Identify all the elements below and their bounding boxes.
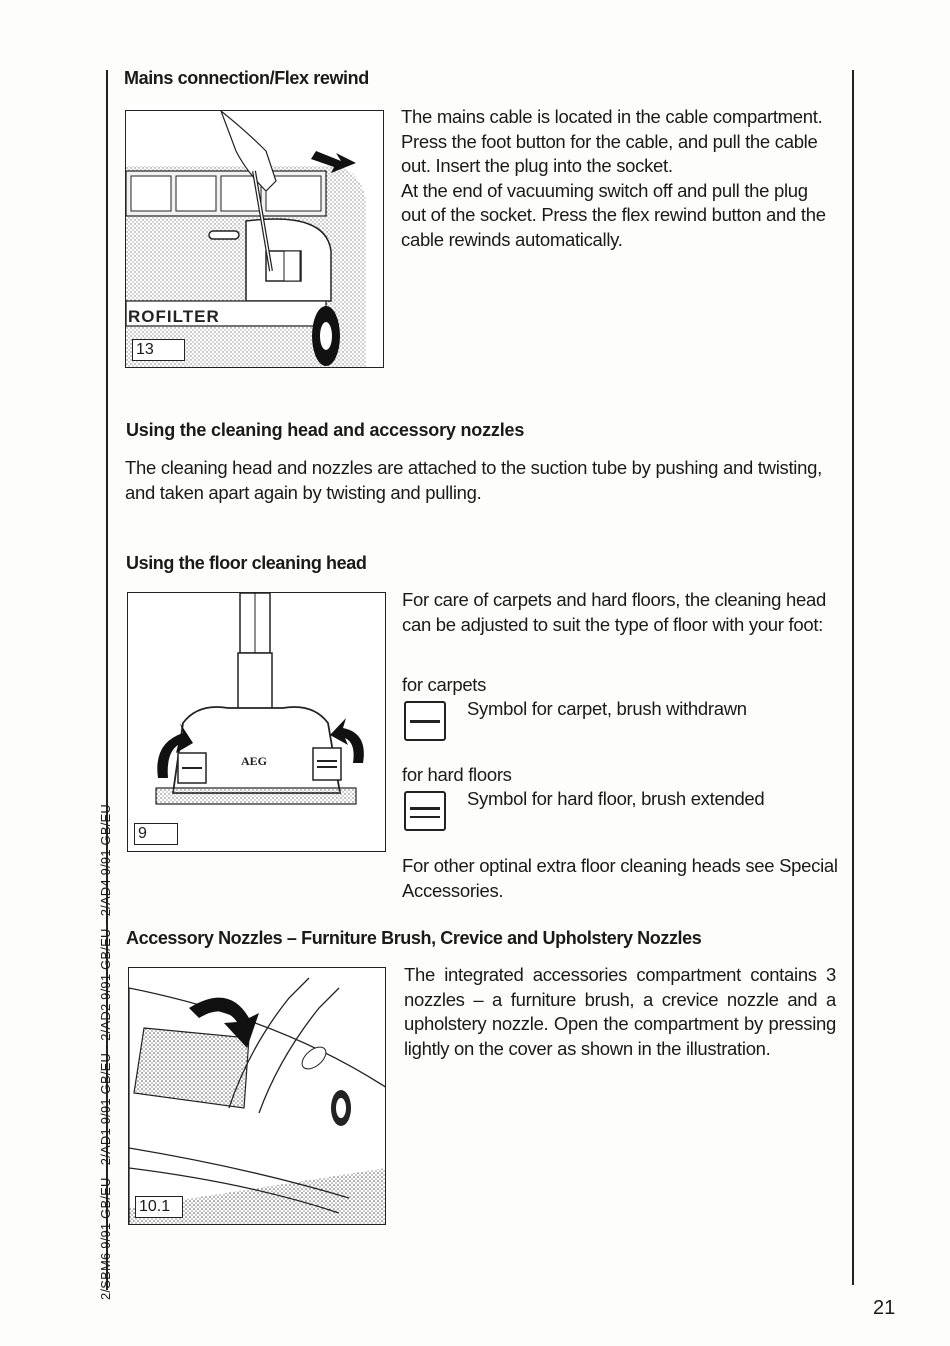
mains-text-2: At the end of vacuuming switch off and pull the plug out of the socket. Press the flex rewind button and the cable rewinds automatically. <box>401 179 826 250</box>
mains-heading: Mains connection/Flex rewind <box>124 68 369 88</box>
mains-text-1: The mains cable is located in the cable compartment. Press the foot button for the cable, and pull the cable out. Insert the plug into the socket. <box>401 106 823 176</box>
carpet-symbol-icon <box>404 701 446 741</box>
hard-floor-label: for hard floors <box>402 764 512 785</box>
cable-rewind-illustration <box>126 111 384 368</box>
carpet-symbol-text: Symbol for carpet, brush withdrawn <box>467 698 747 719</box>
mains-text-block <box>401 105 836 252</box>
figure-10-1 <box>128 967 386 1225</box>
floor-outro: For other optinal extra floor cleaning heads see Special Accessories. <box>402 855 838 901</box>
figure-label-10-1: 10.1 <box>135 1196 183 1218</box>
hard-floor-symbol-text: Symbol for hard floor, brush extended <box>467 788 765 809</box>
figure-label-13: 13 <box>132 339 185 361</box>
figure-13 <box>125 110 384 368</box>
aeg-brand: AEG <box>241 754 268 768</box>
floor-intro: For care of carpets and hard floors, the cleaning head can be adjusted to suit the type of floor with your foot: <box>402 589 826 635</box>
right-margin-rule <box>852 70 854 1285</box>
cleaning-head-text: The cleaning head and nozzles are attached to the suction tube by pushing and twisting, and taken apart again by twisting and pulling. <box>125 457 822 503</box>
figure-label-9: 9 <box>134 823 178 845</box>
carpets-label: for carpets <box>402 674 487 695</box>
accessory-compartment-illustration <box>129 968 386 1225</box>
accessory-heading: Accessory Nozzles – Furniture Brush, Crevice and Upholstery Nozzles <box>126 928 702 948</box>
cleaning-head-heading: Using the cleaning head and accessory nozzles <box>126 420 525 440</box>
page-number: 21 <box>873 1297 896 1319</box>
floor-heading: Using the floor cleaning head <box>126 553 367 573</box>
floor-head-illustration <box>128 593 386 852</box>
hard-floor-symbol-icon <box>404 791 446 831</box>
figure-9 <box>127 592 386 852</box>
accessory-text: The integrated accessories compartment contains 3 nozzles – a furniture brush, a crevice nozzle and a upholstery nozzle. Open the compartment by pressing lightly on the cover as shown in the illustration. <box>404 964 836 1059</box>
side-document-code: 2/SBM6 9/91 GB/EU - 2/AD1 9/91 GB/EU - 2/AD2 9/91 GB/EU - 2/AD4 9/91 GB/EU <box>98 803 113 1300</box>
rofilter-text: ROFILTER <box>128 307 220 326</box>
